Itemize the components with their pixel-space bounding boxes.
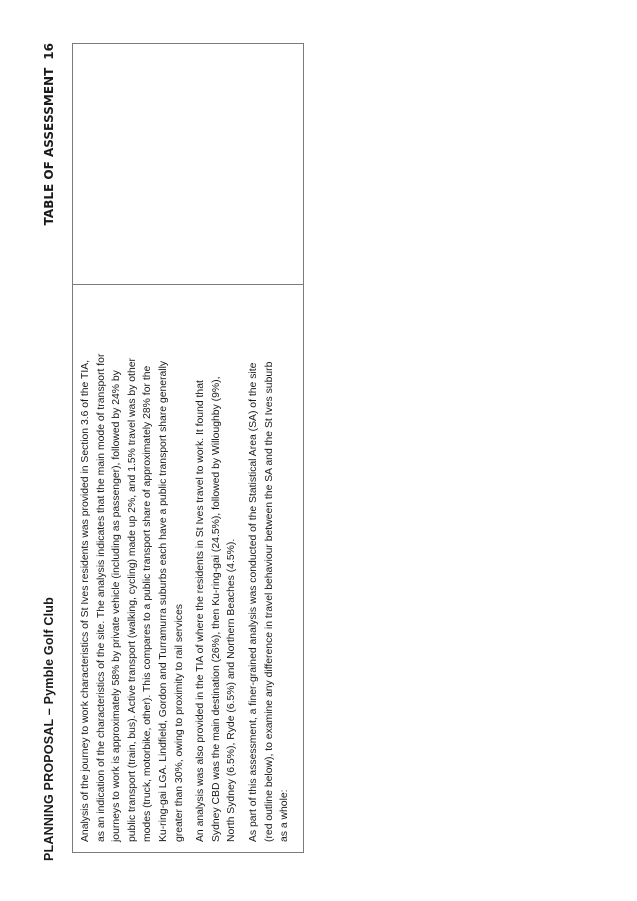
text-line: modes (truck, motorbike, other). This compares to a public transport share of approximately 28% for the xyxy=(142,365,154,842)
document-title: PLANNING PROPOSAL – Pymble Golf Club xyxy=(42,597,56,861)
text-line: Sydney CBD was the main destination (26%), then Ku-ring-gai (24.5%), followed by Willoughby (9%), xyxy=(210,376,222,842)
text-line: North Sydney (6.5%), Ryde (6.5%) and Northern Beaches (4.5%). xyxy=(226,538,238,842)
text-line: (red outline below), to examine any difference in travel behaviour between the SA and the St Ives suburb xyxy=(263,361,275,842)
text-line: public transport (train, bus). Active transport (walking, cycling) made up 2%, and 1.5% travel was by other xyxy=(126,358,138,842)
text-line: As part of this assessment, a finer-grained analysis was conducted of the Statistical Area (SA) of the site xyxy=(247,362,259,842)
paragraph xyxy=(246,293,293,842)
text-line: greater than 30%, owing to proximity to rail services xyxy=(173,604,185,842)
text-line: journeys to work is approximately 58% by private vehicle (including as passenger), followed by 24% by xyxy=(111,370,123,842)
assessment-table xyxy=(72,43,304,853)
paragraph xyxy=(193,293,240,842)
text-line: as an indication of the characteristics of the site. The analysis indicates that the main mode of transport for xyxy=(95,353,107,842)
empty-assessment-cell xyxy=(73,44,303,284)
text-line: An analysis was also provided in the TIA of where the residents in St Ives travel to work. It found that xyxy=(195,380,207,842)
assessment-text-cell xyxy=(73,284,303,852)
section-header xyxy=(42,43,56,313)
text-line: as a whole: xyxy=(279,789,291,842)
section-title: TABLE OF ASSESSMENT xyxy=(42,67,56,226)
page-number: 16 xyxy=(42,43,56,60)
paragraph xyxy=(78,293,187,842)
text-line: Analysis of the journey to work characteristics of St Ives residents was provided in Section 3.6 of the TIA, xyxy=(80,359,91,842)
text-line: Ku-ring-gai LGA. Lindfield, Gordon and Turramurra suburbs each have a public transport share generally xyxy=(157,360,169,842)
